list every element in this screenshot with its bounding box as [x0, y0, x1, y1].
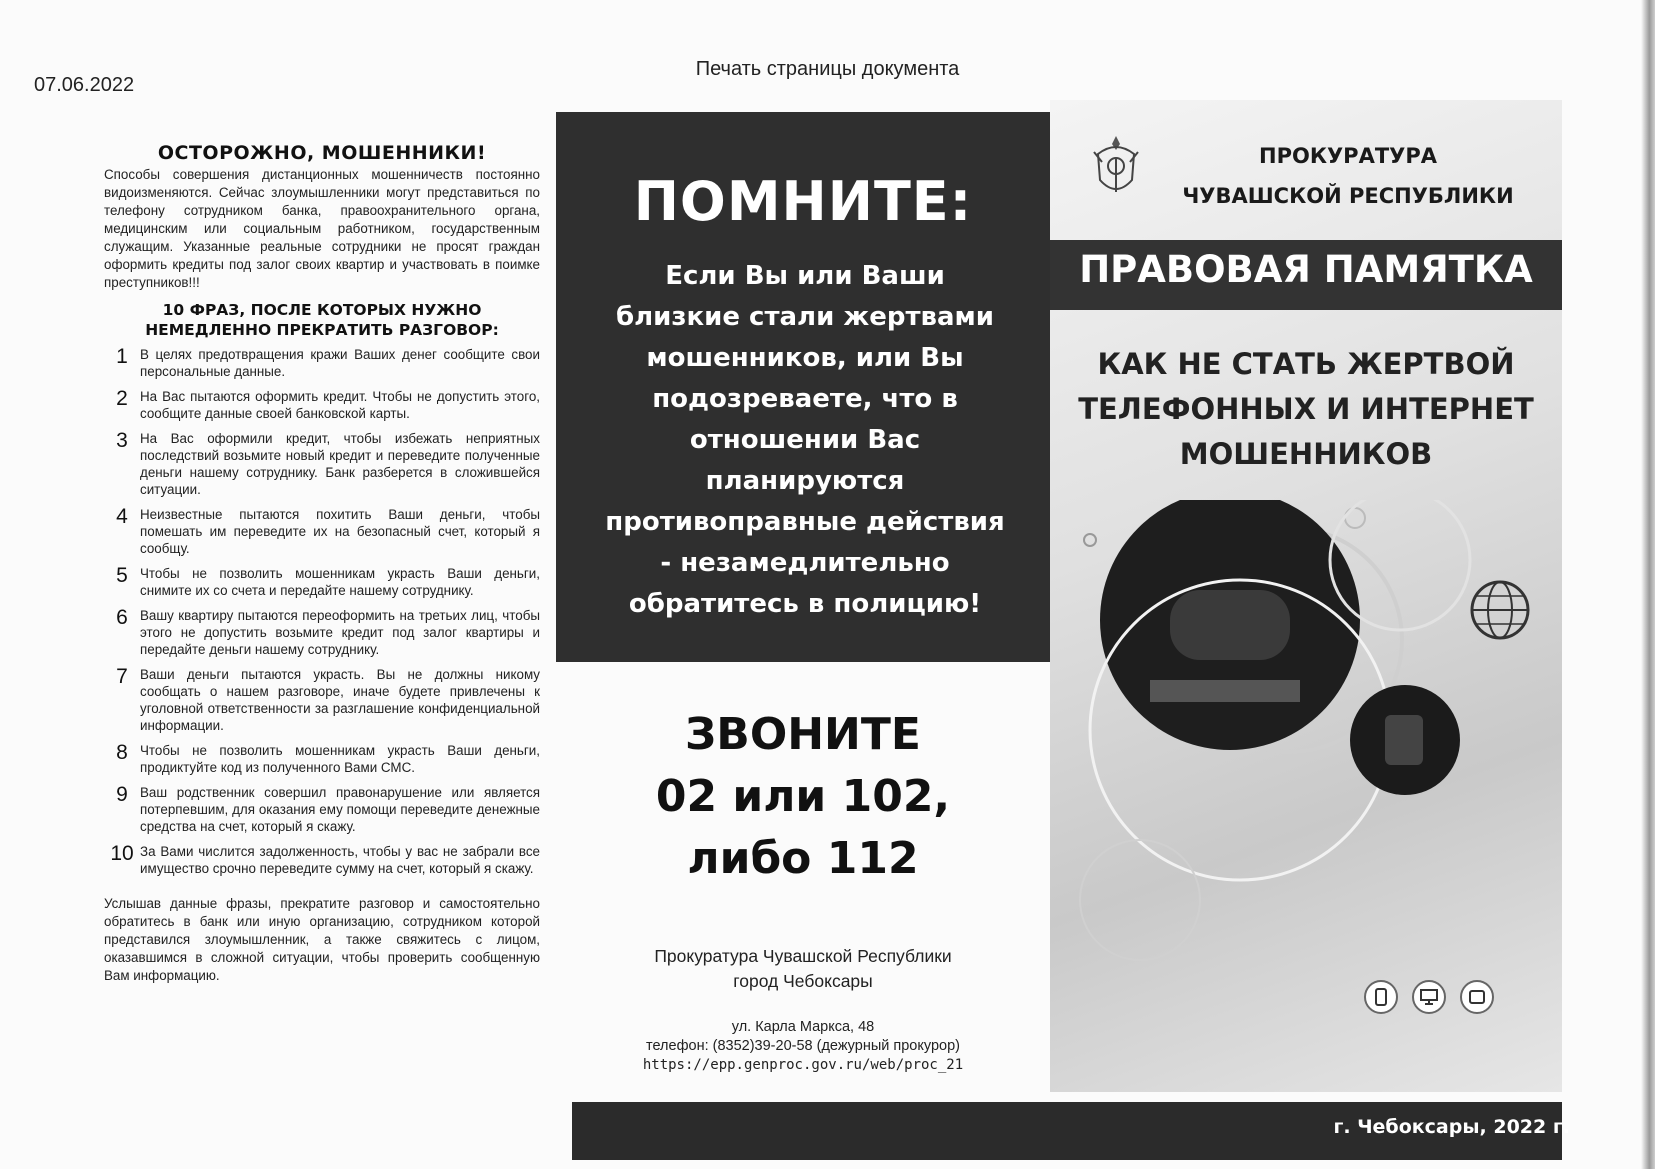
remember-heading: ПОМНИТЕ: [633, 170, 973, 233]
phrase-item [104, 430, 540, 498]
legal-memo-title: ПРАВОВАЯ ПАМЯТКА [1079, 248, 1533, 291]
phone-icon [1364, 980, 1398, 1014]
call-numbers: 02 или 102, [655, 771, 951, 822]
prosecutor-office-title [1150, 136, 1546, 216]
phrase-item [104, 346, 540, 380]
phrase-number: 5 [116, 564, 128, 587]
phrase-number: 10 [110, 842, 134, 865]
phrase-text: Ваши деньги пытаются украсть. Вы не должны никому сообщать о нашем разговоре, иначе будете привлечены к уголовной ответственности за разглашение конфиденциальной информации. [140, 667, 540, 733]
call-block [556, 704, 1050, 890]
call-numbers-alt: либо 112 [687, 833, 919, 884]
phrase-item [104, 742, 540, 776]
phrase-item [104, 565, 540, 599]
emblem-icon [1088, 132, 1144, 204]
phrase-text: Вашу квартиру пытаются переоформить на третьих лиц, чтобы этого не допустить возьмите кредит под залог квартиры и передайте деньги нашему сотруднику. [140, 608, 540, 657]
organization-block [556, 944, 1050, 994]
howto-line-2: ТЕЛЕФОННЫХ И ИНТЕРНЕТ [1078, 392, 1534, 426]
phrase-item [104, 843, 540, 877]
phrase-item [104, 388, 540, 422]
phrases-subtitle: 10 ФРАЗ, ПОСЛЕ КОТОРЫХ НУЖНО НЕМЕДЛЕННО ПРЕКРАТИТЬ РАЗГОВОР: [145, 301, 499, 339]
phrase-text: За Вами числится задолженность, чтобы у вас не забрали все имущество срочно переведите сумму на счет, который я скажу. [140, 844, 540, 876]
howto-line-1: КАК НЕ СТАТЬ ЖЕРТВОЙ [1097, 347, 1515, 381]
phrase-text: Чтобы не позволить мошенникам украсть Ваши деньги, продиктуйте код из полученного Вами СМС. [140, 743, 540, 775]
phrase-number: 7 [116, 665, 128, 688]
office-line-1: ПРОКУРАТУРА [1259, 144, 1437, 168]
howto-line-3: МОШЕННИКОВ [1179, 437, 1433, 471]
warning-title: ОСТОРОЖНО, МОШЕННИКИ! [157, 142, 487, 164]
howto-heading [1060, 342, 1552, 477]
phrase-text: На Вас оформили кредит, чтобы избежать неприятных последствий возьмите новый кредит и переведите полученные деньги нашему сотруднику. Банк разберется в сложившейся ситуации. [140, 431, 540, 497]
phrase-text: Неизвестные пытаются похитить Ваши деньги, чтобы помешать им переведите их на безопасный счет, который я сообщу. [140, 507, 540, 556]
phrase-item [104, 607, 540, 658]
phrase-number: 1 [116, 345, 128, 368]
phrase-number: 8 [116, 741, 128, 764]
footer-city-year: г. Чебоксары, 2022 г. [1333, 1116, 1570, 1138]
website-url: https://epp.genproc.gov.ru/web/proc_21 [642, 1057, 964, 1073]
contacts-block [556, 1018, 1050, 1075]
hacker-silhouette [1170, 590, 1290, 660]
phrase-item [104, 784, 540, 835]
phrase-item [104, 666, 540, 734]
computer-icon [1412, 980, 1446, 1014]
phrase-number: 9 [116, 783, 128, 806]
remember-text: Если Вы или Ваши близкие стали жертвами мошенников, или Вы подозреваете, что в отношении Вас планируются противоправные действия - незамедлительно обратитесь в полицию! [605, 261, 1005, 619]
phrases-list [104, 346, 540, 877]
phrase-text: Чтобы не позволить мошенникам украсть Ваши деньги, снимите их со счета и передайте нашему сотруднику. [140, 566, 540, 598]
warning-intro: Способы совершения дистанционных мошенничеств постоянно видоизменяются. Сейчас злоумышленники могут представиться по телефону сотрудником банка, правоохранительного органа, медицинским или социальным работником, государственным служащим. Указанные реальные сотрудники не просят граждан оформить кредиты под залог своих квартир и участвовать в поимке преступников!!! [104, 167, 540, 290]
phrase-number: 4 [116, 505, 128, 528]
phrase-item [104, 506, 540, 557]
laptop-shape [1150, 680, 1300, 702]
tablet-icon [1460, 980, 1494, 1014]
phrase-text: В целях предотвращения кражи Ваших денег сообщите свои персональные данные. [140, 347, 540, 379]
print-date: 07.06.2022 [34, 74, 135, 96]
organization-city: город Чебоксары [733, 971, 873, 991]
phrase-text: Ваш родственник совершил правонарушение или является потерпевшим, для оказания ему помощи переведите денежные средства на счет, который я скажу. [140, 785, 540, 834]
phrase-number: 6 [116, 606, 128, 629]
scan-edge-shadow [1641, 0, 1655, 1169]
phrase-number: 2 [116, 387, 128, 410]
phone-shape [1385, 715, 1423, 765]
phone-number: телефон: (8352)39-20-58 (дежурный прокурор) [646, 1038, 960, 1054]
organization-name: Прокуратура Чувашской Республики [654, 946, 952, 966]
phrase-number: 3 [116, 429, 128, 452]
address: ул. Карла Маркса, 48 [731, 1019, 875, 1035]
page-header: Печать страницы документа [695, 58, 960, 80]
warning-outro: Услышав данные фразы, прекратите разговор и самостоятельно обратитесь в банк или иную организацию, сотрудником которой представился злоумышленник, а также свяжитесь с лицом, оказавшимся в сложной ситуации, чтобы проверить сообщенную Вам информацию. [104, 896, 540, 983]
call-heading: ЗВОНИТЕ [685, 709, 921, 760]
decorative-illustration [1050, 500, 1562, 990]
office-line-2: ЧУВАШСКОЙ РЕСПУБЛИКИ [1182, 184, 1514, 208]
phrase-text: На Вас пытаются оформить кредит. Чтобы не допустить этого, сообщите данные своей банковской карты. [140, 389, 540, 421]
left-column [104, 142, 540, 985]
